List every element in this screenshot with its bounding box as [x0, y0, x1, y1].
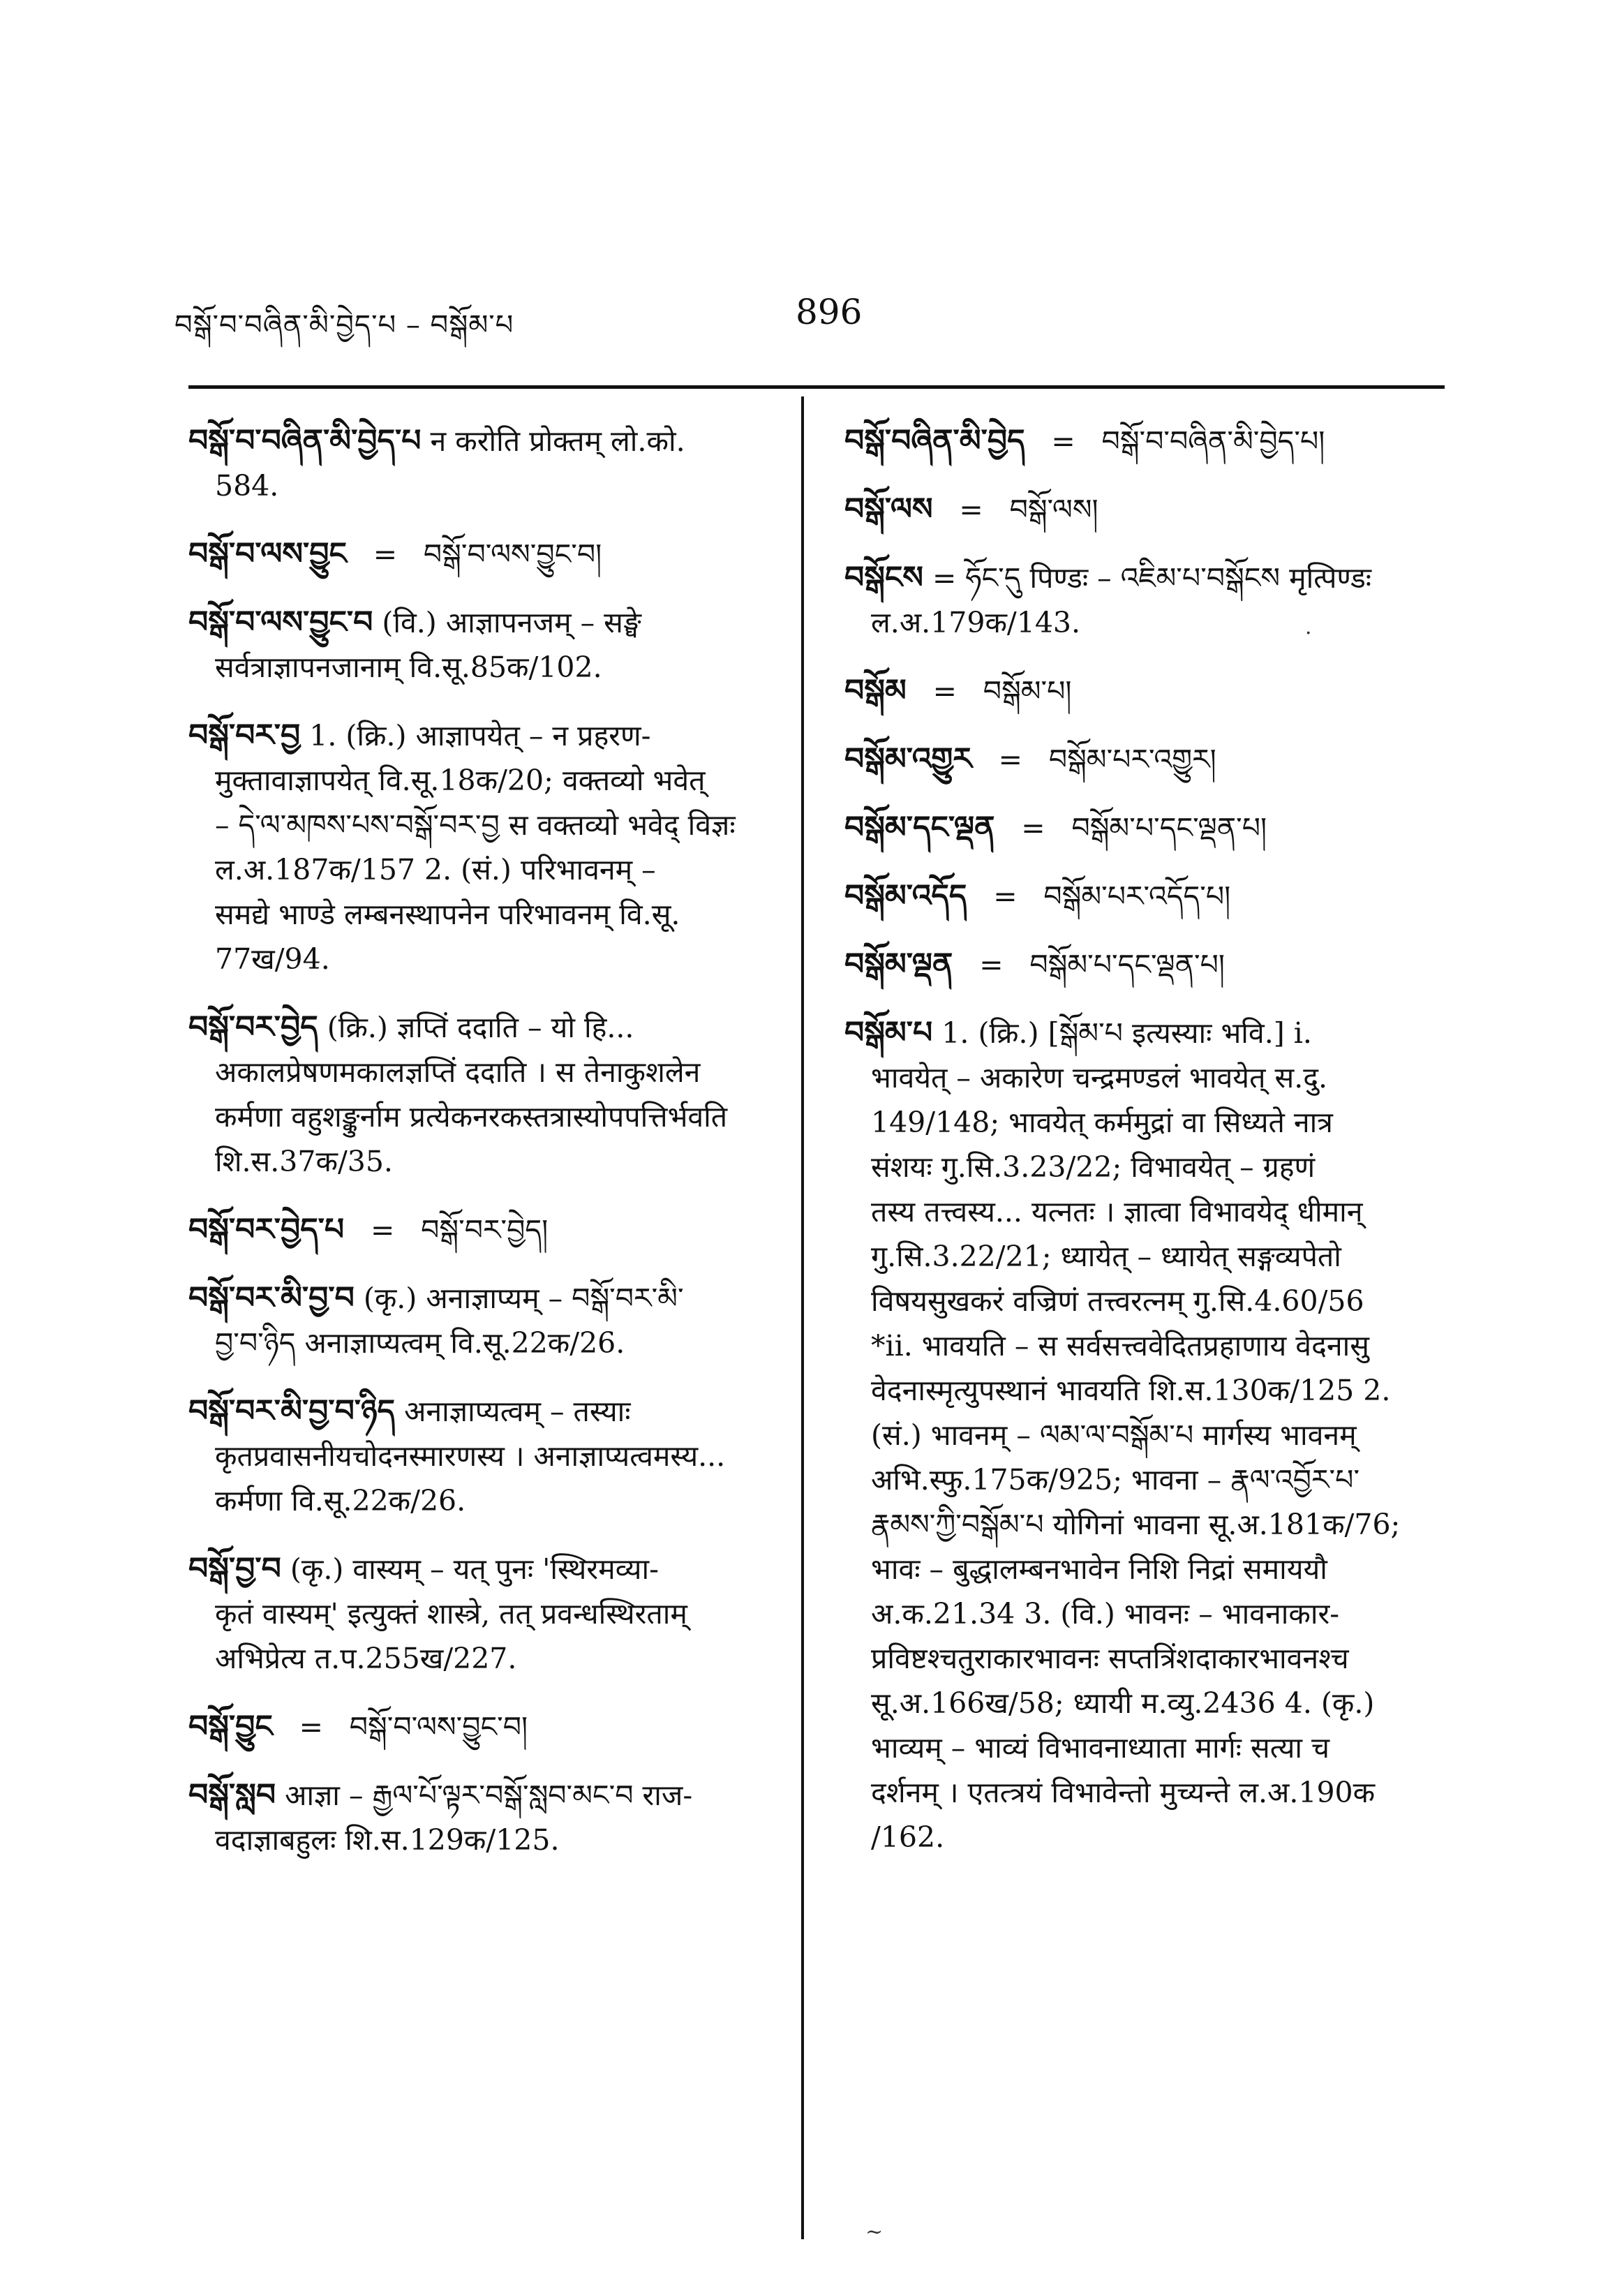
- stray-dot: ·: [1305, 621, 1312, 646]
- entry-equals: =: [998, 743, 1022, 776]
- dictionary-entry: [188, 1773, 782, 1862]
- entry-text-line: शि.स.37क/35.: [215, 1145, 393, 1178]
- dictionary-entry: [188, 1005, 782, 1184]
- entry-equals: =: [370, 1213, 395, 1247]
- entry-text-line: 77ख/94.: [215, 942, 330, 976]
- dictionary-entry: [844, 669, 1452, 713]
- entry-text-line: सू.अ.166ख/58; ध्यायी म.व्यु.2436 4. (कृ.): [871, 1686, 1375, 1720]
- entry-text-line: न करोति प्रोक्तम् लो.को.: [430, 424, 685, 458]
- entry-headword: བསྒོ་བ་ལས་བྱུང་བ: [188, 604, 373, 640]
- dictionary-entry: [188, 1389, 782, 1523]
- entry-text-line: वेदनास्मृत्युपस्थानं भावयति शि.स.130क/125 2.: [871, 1374, 1391, 1407]
- dictionary-entry: [844, 419, 1452, 463]
- dictionary-entry: [188, 1547, 782, 1681]
- page-number: 896: [796, 292, 863, 332]
- entry-text-line: *ii. भावयति – स सर्वसत्त्ववेदितप्रहाणाय वेदनासु: [871, 1329, 1369, 1363]
- header-headword-range: བསྒོ་བ་བཞིན་མི་བྱེད་པ – བསྒོམ་པ: [174, 309, 514, 341]
- entry-equals: =: [959, 493, 983, 526]
- entry-text-line: अनाज्ञाप्यत्वम् – तस्याः: [404, 1395, 631, 1428]
- entry-headword: བསྒོ་བྱ་བ: [188, 1551, 281, 1587]
- dictionary-entry: [188, 1276, 782, 1365]
- entry-text-line: सर्वत्राज्ञापनजानाम् वि.सू.85क/102.: [215, 651, 602, 684]
- entry-crossref: བསྒོ་བ་བཞིན་མི་བྱེད་པ།: [1101, 424, 1325, 458]
- entry-text-line: भावः – बुद्धालम्बनभावेन निशि निद्रां समाययौ: [871, 1552, 1327, 1586]
- entry-text-line: आज्ञा – རྒྱལ་པོ་ལྟར་བསྒོ་སླབ་མང་བ राज-: [285, 1779, 693, 1812]
- entry-headword: བསྒོམ་དང་ལྡན: [844, 810, 995, 845]
- entry-headword: བསྒོམ: [844, 673, 907, 708]
- entry-text-line: = ཧོང་དུ पिण्डः – འཇིམ་པ་བསྒོངས मृत्पिण्डः: [932, 561, 1372, 595]
- entry-equals: =: [1021, 811, 1045, 845]
- entry-text-line: विषयसुखकरं वज्रिणं तत्त्वरत्नम् गु.सि.4.60/56: [871, 1284, 1364, 1318]
- left-column: [188, 419, 782, 1886]
- entry-headword: བསྒོ་བྱུང: [188, 1709, 273, 1744]
- entry-text-line: (कृ.) वास्यम् – यत् पुनः 'स्थिरमव्या-: [290, 1552, 659, 1586]
- entry-text-line: दर्शनम् । एतत्त्रयं विभावेन्तो मुच्यन्ते ल.अ.190क: [871, 1776, 1376, 1809]
- stray-mark: ~: [865, 2220, 884, 2244]
- dictionary-entry: [188, 1208, 782, 1252]
- entry-text-line: कृतप्रवासनीयचोदनस्मारणस्य । अनाज्ञाप्यत्वमस्य...: [215, 1439, 726, 1473]
- entry-equals: =: [373, 537, 398, 571]
- entry-headword: བསྒོ་བ་ལས་བྱུང: [188, 536, 347, 572]
- entry-crossref: བསྒོམ་པ།: [983, 674, 1072, 708]
- entry-text-line: ल.अ.179क/143.: [871, 606, 1081, 639]
- entry-text-line: कर्मणा वि.सू.22क/26.: [215, 1484, 466, 1517]
- entry-headword: བསྒོམ་ལྡན: [844, 947, 953, 982]
- dictionary-entry: [188, 532, 782, 577]
- entry-text-line: गु.सि.3.22/21; ध्यायेत् – ध्यायेत् सङ्गव्यपेतो: [871, 1240, 1341, 1273]
- entry-text-line: བྱ་བ་ཉིད अनाज्ञाप्यत्वम् वि.सू.22क/26.: [215, 1326, 625, 1360]
- entry-text-line: अ.क.21.34 3. (वि.) भावनः – भावनाकार-: [871, 1597, 1340, 1631]
- dictionary-entry: [188, 1705, 782, 1749]
- entry-crossref: བསྒོ་ལས།: [1009, 493, 1098, 526]
- entry-text-line: समद्ये भाण्डे लम्बनस्थापनेन परिभावनम् वि.सू.: [215, 898, 680, 931]
- entry-headword: བསྒོ་བར་མི་བྱ་བ་ཉིད: [188, 1393, 396, 1429]
- entry-text-line: तस्य तत्त्वस्य... यत्नतः । ज्ञात्वा विभावयेद् धीमान्: [871, 1195, 1363, 1229]
- entry-headword: བསྒོ་བར་མི་བྱ་བ: [188, 1280, 355, 1316]
- entry-headword: བསྒོམ་འདོད: [844, 878, 967, 914]
- entry-crossref: བསྒོ་བ་ལས་བྱུང་བ།: [423, 537, 602, 571]
- entry-headword: བསྒོ་བ་བཞིན་མི་བྱེད་པ: [188, 423, 422, 459]
- entry-text-line: ल.अ.187क/157 2. (सं.) परिभावनम् –: [215, 853, 656, 886]
- entry-crossref: བསྒོ་བར་བྱེད།: [421, 1213, 549, 1247]
- entry-text-line: – དེ་ལ་མཁས་པས་བསྒོ་བར་བྱ स वक्तव्यो भवेद् विज्ञः: [215, 808, 736, 842]
- entry-text-line: /162.: [871, 1820, 945, 1854]
- entry-equals: =: [979, 948, 1004, 981]
- right-column: [844, 419, 1452, 1883]
- entry-text-line: (क्रि.) ज्ञप्तिं ददाति – यो हि...: [327, 1011, 634, 1044]
- dictionary-entry: [844, 556, 1452, 645]
- entry-text-line: 1. (क्रि.) आज्ञापयेत् – न प्रहरण-: [309, 719, 651, 752]
- entry-text-line: अभिप्रेत्य त.प.255ख/227.: [215, 1642, 517, 1675]
- column-divider: [801, 396, 804, 2239]
- dictionary-entry: [844, 487, 1452, 532]
- entry-headword: བསྒོ་སླབ: [188, 1777, 276, 1813]
- entry-text-line: (कृ.) अनाज्ञाप्यम् – བསྒོ་བར་མི་: [363, 1282, 684, 1315]
- entry-text-line: संशयः गु.सि.3.23/22; विभावयेत् – ग्रहणं: [871, 1150, 1316, 1184]
- entry-headword: བསྒོམ་འགྱུར: [844, 741, 972, 777]
- entry-text-line: प्रविष्टश्चतुराकारभावनः सप्तत्रिंशदाकारभावनश्च: [871, 1642, 1349, 1675]
- entry-equals: =: [932, 674, 957, 708]
- entry-text-line: རྣམས་ཀྱི་བསྒོམ་པ योगिनां भावना सू.अ.181क/76;: [871, 1508, 1401, 1541]
- entry-crossref: བསྒོ་བ་ལས་བྱུང་བ།: [349, 1710, 528, 1744]
- entry-text-line: 1. (क्रि.) [སྒོམ་པ इत्यस्याः भवि.] i.: [941, 1016, 1312, 1050]
- entry-text-line: भावयेत् – अकारेण चन्द्रमण्डलं भावयेत् स.दु.: [871, 1061, 1328, 1094]
- entry-headword: བསྒོ་བར་བྱ: [188, 718, 301, 753]
- dictionary-entry: [844, 1011, 1452, 1860]
- entry-crossref: བསྒོམ་པར་འགྱུར།: [1048, 743, 1216, 776]
- entry-text-line: मुक्तावाज्ञापयेत् वि.सू.18क/20; वक्तव्यो भवेत्: [215, 764, 706, 797]
- dictionary-entry: [844, 942, 1452, 987]
- entry-text-line: (सं.) भावनम् – ལམ་ལ་བསྒོམ་པ मार्गस्य भावनम्: [871, 1418, 1357, 1452]
- dictionary-entry: [188, 419, 782, 508]
- entry-equals: =: [993, 880, 1018, 913]
- entry-crossref: བསྒོམ་པ་དང་ལྡན་པ།: [1029, 948, 1226, 981]
- entry-text-line: 584.: [215, 469, 279, 503]
- entry-text-line: (वि.) आज्ञापनजम् – सङ्घे: [382, 606, 641, 639]
- dictionary-entry: [188, 713, 782, 981]
- entry-headword: བསྒོ་བཞིན་མི་བྱེད: [844, 423, 1025, 459]
- entry-text-line: 149/148; भावयेत् कर्ममुद्रां वा सिध्यते नात्र: [871, 1106, 1333, 1139]
- entry-crossref: བསྒོམ་པར་འདོད་པ།: [1043, 880, 1231, 913]
- dictionary-entry: [844, 806, 1452, 850]
- entry-text-line: अकालप्रेषणमकालज्ञप्तिं ददाति । स तेनाकुशलेन: [215, 1055, 701, 1089]
- entry-equals: =: [299, 1710, 323, 1744]
- entry-headword: བསྒོ་བར་བྱེད་པ: [188, 1212, 345, 1247]
- dictionary-entry: [844, 737, 1452, 782]
- dictionary-entry: [188, 600, 782, 690]
- entry-text-line: भाव्यम् – भाव्यं विभावनाध्याता मार्गः सत्या च: [871, 1731, 1330, 1765]
- entry-headword: བསྒོ་ལས: [844, 491, 933, 527]
- entry-text-line: अभि.स्फु.175क/925; भावना – རྣལ་འབྱོར་པ་: [871, 1463, 1360, 1497]
- header-rule: [188, 385, 1445, 389]
- entry-text-line: कृतं वास्यम्' इत्युक्तं शास्त्रे, तत् प्रवन्धस्थिरताम्: [215, 1597, 687, 1631]
- entry-equals: =: [1051, 424, 1075, 458]
- entry-text-line: वदाज्ञाबहुलः शि.स.129क/125.: [215, 1823, 560, 1857]
- entry-headword: བསྒོངས: [844, 560, 923, 595]
- entry-crossref: བསྒོམ་པ་དང་ལྡན་པ།: [1071, 811, 1267, 845]
- entry-text-line: कर्मणा वहुशङ्कुर्नाम प्रत्येकनरकस्तत्रास्योपपत्तिर्भवति: [215, 1100, 728, 1134]
- entry-headword: བསྒོམ་པ: [844, 1015, 933, 1051]
- entry-headword: བསྒོ་བར་བྱེད: [188, 1009, 318, 1045]
- dictionary-entry: [844, 874, 1452, 919]
